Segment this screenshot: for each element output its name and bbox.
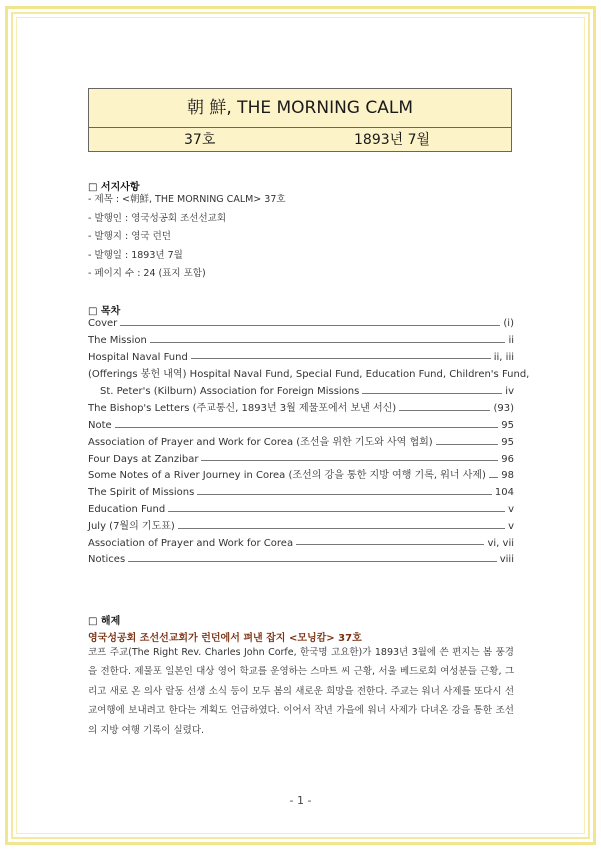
toc-entry-page: v <box>508 520 514 532</box>
toc-entry <box>88 502 514 519</box>
toc-leader <box>120 325 500 326</box>
toc-leader <box>168 511 505 512</box>
toc-leader <box>201 460 498 461</box>
toc-entry-title: Some Notes of a River Journey in Corea (조선의 강을 통한 지방 여행 기록, 워너 사제) <box>88 470 486 482</box>
toc-heading: □ 목차 <box>88 306 121 317</box>
toc-entry <box>88 485 514 502</box>
toc-entry-title: (Offerings 봉헌 내역) Hospital Naval Fund, Special Fund, Education Fund, Children's Fund, <box>88 369 530 381</box>
toc-entry-title: Association of Prayer and Work for Corea (조선을 위한 기도와 사역 협회) <box>88 436 433 448</box>
toc-entry-title: Hospital Naval Fund <box>88 351 188 363</box>
toc-entry <box>88 316 514 333</box>
toc-leader <box>150 342 506 343</box>
toc-entry-title: The Spirit of Missions <box>88 487 195 499</box>
toc-entry-page: v <box>508 503 514 515</box>
toc-leader <box>115 427 499 428</box>
toc-entry <box>88 519 514 536</box>
commentary-body: 코프 주교(The Right Rev. Charles John Corfe, 한국명 고요한)가 1893년 3월에 쓴 편지는 봄 풍경을 전한다. 제물포 일본인 대상 영어 학교를 운영하는 스마트 씨 근황, 서울 베드로회 여성분들 근황, 그리고 새로 온 의사 랄동 선생 소식 등이 모두 봄의 새로운 희망을 전한다. 주교는 워너 사제를 또다시 선교여행에 보내려고 한다는 계획도 언급하였다. 이어서 작년 가을에 워너 사제가 다녀온 강을 통한 조선의 지방 여행 기록이 실렸다. <box>88 647 514 736</box>
toc-entry-page: 98 <box>501 470 514 482</box>
toc-entry-title: St. Peter's (Kilburn) Association for Foreign Missions <box>100 386 360 398</box>
toc-entry-page: viii <box>499 554 514 566</box>
toc-entry-page: 95 <box>501 419 514 431</box>
toc-entry-page: ii, iii <box>493 351 514 363</box>
toc-entry-page: (i) <box>503 318 514 329</box>
toc-entry <box>88 418 514 435</box>
toc-entry-page: ii <box>508 334 514 346</box>
bibliography-line: - 발행인 : 영국성공회 조선선교회 <box>88 212 227 224</box>
toc-entry-page: 95 <box>501 436 514 448</box>
toc-leader <box>128 561 497 562</box>
toc-entry-title: Cover <box>88 318 118 329</box>
toc-leader <box>362 393 502 394</box>
bibliography-line: - 발행일 : 1893년 7월 <box>88 249 183 261</box>
toc-leader <box>178 528 505 529</box>
title-box <box>88 88 512 152</box>
toc-entry <box>88 350 514 367</box>
toc-entry <box>88 333 514 350</box>
bibliography-line: - 페이지 수 : 24 (표지 포함) <box>88 268 206 279</box>
toc-entry-title: The Bishop's Letters (주교통신, 1893년 3월 제물포에서 보낸 서신) <box>88 403 397 415</box>
toc-entry <box>88 366 530 384</box>
issue-date-row <box>89 128 511 152</box>
toc-leader <box>489 477 498 478</box>
toc-leader <box>197 494 492 495</box>
page-number: - 1 - <box>289 794 312 807</box>
toc-entry-page: 96 <box>501 453 514 465</box>
toc-entry-title: The Mission <box>88 334 147 346</box>
toc-entry <box>88 401 514 418</box>
toc-entry <box>88 536 514 553</box>
toc-entry-page: 104 <box>494 487 514 499</box>
toc-entry <box>88 435 514 452</box>
issue-number: 37호 <box>184 132 216 148</box>
toc-leader <box>191 358 491 359</box>
toc-leader <box>399 410 490 411</box>
toc-entry-title: Note <box>88 419 112 431</box>
toc-leader <box>436 444 499 445</box>
bibliography-heading: □ 서지사항 <box>88 182 140 193</box>
toc-entry-title: Education Fund <box>88 503 166 515</box>
toc-entry-page: (93) <box>493 403 514 415</box>
commentary-title: 영국성공회 조선선교회가 런던에서 펴낸 잡지 <모닝캄> 37호 <box>88 633 362 644</box>
toc-entry <box>88 452 514 469</box>
toc-entry <box>88 468 514 485</box>
document-title: 朝 鮮, THE MORNING CALM <box>89 89 511 128</box>
toc-entry-title: July (7월의 기도표) <box>88 520 175 532</box>
toc-entry <box>88 552 514 569</box>
toc-entry-title: Notices <box>88 554 126 566</box>
toc-entry-page: iv <box>505 386 514 398</box>
publication-date: 1893년 7월 <box>354 132 431 148</box>
table-of-contents <box>88 316 530 569</box>
bibliography-line: - 발행지 : 영국 런던 <box>88 231 171 242</box>
toc-entry-title: Association of Prayer and Work for Corea <box>88 537 294 549</box>
toc-entry-title: Four Days at Zanzibar <box>88 453 199 465</box>
toc-leader <box>296 544 484 545</box>
toc-entry <box>88 384 514 401</box>
bibliography-line: - 제목 : <朝鮮, THE MORNING CALM> 37호 <box>88 194 286 205</box>
toc-entry-page: vi, vii <box>487 537 514 549</box>
bibliography-list <box>88 191 286 284</box>
commentary-heading: □ 해제 <box>88 616 121 627</box>
